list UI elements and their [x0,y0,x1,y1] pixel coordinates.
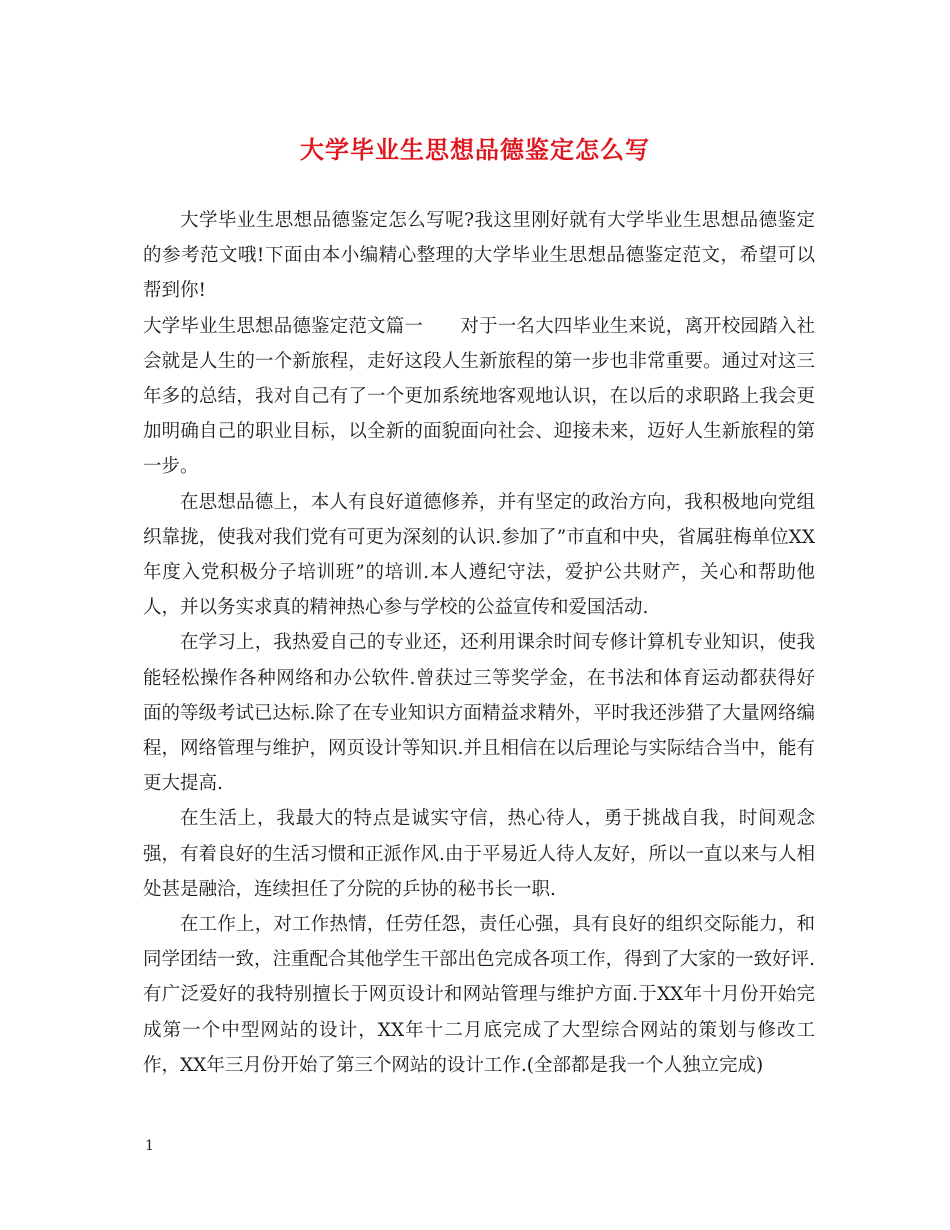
document-body [143,203,834,1083]
paragraph-sample-one: 大学毕业生思想品德鉴定范文篇一 对于一名大四毕业生来说，离开校园踏入社会就是人生的一个新旅程，走好这段人生新旅程的第一步也非常重要。通过对这三年多的总结，我对自己有了一个更加系统地客观地认识，在以后的求职路上我会更加明确自己的职业目标，以全新的面貌面向社会、迎接未来，迈好人生新旅程的第一步。 [143,315,815,478]
paragraph-work: 在工作上，对工作热情，任劳任怨，责任心强，具有良好的组织交际能力，和同学团结一致，注重配合其他学生干部出色完成各项工作，得到了大家的一致好评.有广泛爱好的我特别擅长于网页设计和网站管理与维护方面.于XX年十月份开始完成第一个中型网站的设计，XX年十二月底完成了大型综合网站的策划与修改工作，XX年三月份开始了第三个网站的设计工作.(全部都是我一个人独立完成) [143,914,815,1076]
document-title: 大学毕业生思想品德鉴定怎么写 [300,135,650,164]
paragraph-study: 在学习上，我热爱自己的专业还，还利用课余时间专修计算机专业知识，使我能轻松操作各种网络和办公软件.曾获过三等奖学金，在书法和体育运动都获得好 面的等级考试已达标.除了在专业知识方面精益求精外，平时我还涉猎了大量网络编程，网络管理与维护，网页设计等知识.并且相信在以后理论与实际结合当中，能有更大提高. [143,632,834,795]
paragraph-intro: 大学毕业生思想品德鉴定怎么写呢?我这里刚好就有大学毕业生思想品德鉴定的参考范文哦!下面由本小编精心整理的大学毕业生思想品德鉴定范文，希望可以帮到你! [143,210,815,302]
paragraph-life: 在生活上，我最大的特点是诚实守信，热心待人，勇于挑战自我，时间观念强，有着良好的生活习惯和正派作风.由于平易近人待人友好，所以一直以来与人相处甚是融洽，连续担任了分院的乒协的秘书长一职. [143,808,815,900]
page-number: 1 [145,1138,154,1154]
paragraph-moral: 在思想品德上，本人有良好道德修养，并有坚定的政治方向，我积极地向党组织靠拢，使我对我们党有可更为深刻的认识.参加了”市直和中央，省属驻梅单位XX年度入党积极分子培训班”的培训.本人遵纪守法，爱护公共财产，关心和帮助他人，并以务实求真的精神热心参与学校的公益宣传和爱国活动. [143,491,815,619]
